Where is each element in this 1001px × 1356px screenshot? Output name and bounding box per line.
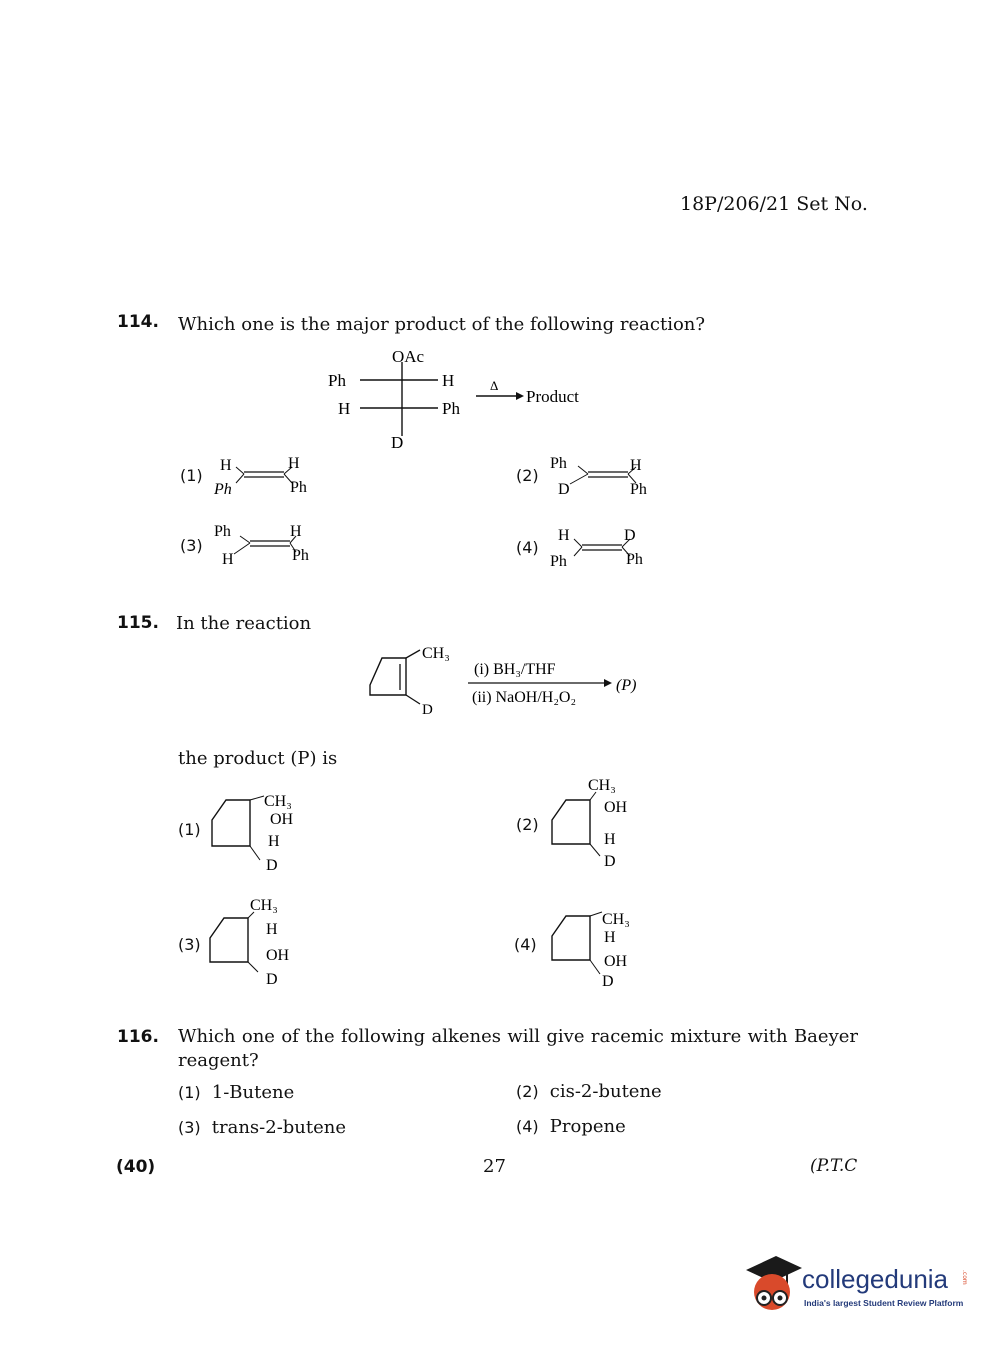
question-115-text: In the reaction bbox=[176, 613, 312, 634]
q116-option-1-number: (1) bbox=[178, 1083, 201, 1102]
svg-text:H: H bbox=[220, 457, 232, 474]
svg-text:H: H bbox=[630, 457, 642, 474]
fischer-right1: H bbox=[442, 371, 455, 390]
set-number: 18P/206/21 Set No. bbox=[680, 193, 868, 215]
svg-text:CH₃: CH₃ bbox=[264, 793, 292, 810]
q116-option-2[interactable] bbox=[516, 1081, 662, 1102]
reaction-product-label: Product bbox=[526, 387, 579, 406]
q114-option-4-alkene[interactable] bbox=[548, 522, 668, 572]
svg-text:H: H bbox=[604, 929, 616, 946]
svg-text:Ph: Ph bbox=[214, 523, 231, 540]
svg-text:OH: OH bbox=[604, 953, 628, 970]
svg-text:H: H bbox=[222, 551, 234, 568]
q115-option-2-structure[interactable] bbox=[546, 770, 656, 870]
fischer-left1: Ph bbox=[328, 371, 346, 390]
svg-text:OH: OH bbox=[604, 799, 628, 816]
q115-option-4-structure[interactable] bbox=[546, 900, 656, 995]
q116-option-1[interactable] bbox=[178, 1082, 294, 1103]
q114-fischer-reaction bbox=[320, 340, 620, 460]
svg-text:H: H bbox=[290, 523, 302, 540]
fischer-right2: Ph bbox=[442, 399, 460, 418]
q115-option-1-structure[interactable] bbox=[210, 788, 320, 878]
svg-text:H: H bbox=[558, 527, 570, 544]
q116-option-4-label: Propene bbox=[549, 1116, 626, 1137]
logo-name: collegedunia bbox=[802, 1264, 949, 1294]
q116-option-2-number: (2) bbox=[516, 1082, 539, 1101]
logo-com: .com bbox=[961, 1270, 968, 1285]
q114-option-1-alkene[interactable] bbox=[210, 450, 330, 500]
page-number: 27 bbox=[483, 1156, 506, 1177]
q115-option-2-number[interactable]: (2) bbox=[516, 815, 539, 834]
q114-option-3-alkene[interactable] bbox=[212, 518, 332, 568]
svg-text:OH: OH bbox=[266, 947, 290, 964]
question-114-number: 114. bbox=[117, 312, 159, 332]
svg-text:D: D bbox=[558, 481, 570, 498]
q114-option-3-number[interactable]: (3) bbox=[180, 536, 203, 555]
svg-text:D: D bbox=[266, 857, 278, 874]
q116-option-4-number: (4) bbox=[516, 1117, 539, 1136]
q116-option-1-label: 1-Butene bbox=[211, 1082, 295, 1103]
q115-d: D bbox=[422, 702, 433, 718]
svg-text:Ph: Ph bbox=[630, 481, 647, 498]
svg-text:Ph: Ph bbox=[290, 479, 307, 496]
svg-text:Ph: Ph bbox=[214, 481, 232, 498]
q114-option-2-number[interactable]: (2) bbox=[516, 466, 539, 485]
collegedunia-logo[interactable] bbox=[742, 1252, 972, 1322]
svg-text:Ph: Ph bbox=[550, 455, 567, 472]
q116-option-3-number: (3) bbox=[178, 1118, 201, 1137]
svg-text:D: D bbox=[602, 973, 614, 990]
svg-text:H: H bbox=[266, 921, 278, 938]
logo-mascot-icon bbox=[742, 1252, 804, 1318]
q115-option-3-number[interactable]: (3) bbox=[178, 935, 201, 954]
q115-product-p: (P) bbox=[616, 677, 637, 694]
svg-text:Ph: Ph bbox=[292, 547, 309, 564]
svg-text:OH: OH bbox=[270, 811, 294, 828]
svg-text:H: H bbox=[604, 831, 616, 848]
svg-text:D: D bbox=[266, 971, 278, 988]
heat-arrow-label: Δ bbox=[490, 378, 499, 393]
q115-product-text: the product (P) is bbox=[178, 748, 338, 769]
question-116-number: 116. bbox=[117, 1027, 159, 1047]
q116-option-3[interactable] bbox=[178, 1117, 346, 1138]
q115-reagent-top: (i) BH₃/THF bbox=[474, 661, 556, 678]
footer-left: (40) bbox=[116, 1157, 156, 1177]
q115-option-1-number[interactable]: (1) bbox=[178, 820, 201, 839]
q116-option-2-label: cis-2-butene bbox=[549, 1081, 662, 1102]
fischer-left2: H bbox=[338, 399, 351, 418]
q115-reagent-bottom: (ii) NaOH/H₂O₂ bbox=[472, 689, 577, 706]
svg-text:CH₃: CH₃ bbox=[588, 777, 616, 794]
svg-text:D: D bbox=[604, 853, 616, 870]
fischer-bottom: D bbox=[391, 433, 404, 452]
q116-option-4[interactable] bbox=[516, 1116, 626, 1137]
fischer-top: OAc bbox=[392, 347, 425, 366]
svg-text:CH₃: CH₃ bbox=[602, 911, 630, 928]
svg-text:Ph: Ph bbox=[626, 551, 643, 568]
q115-option-3-structure[interactable] bbox=[208, 890, 318, 990]
q115-option-4-number[interactable]: (4) bbox=[514, 935, 537, 954]
question-114-text: Which one is the major product of the following reaction? bbox=[178, 314, 706, 335]
q115-reaction bbox=[360, 640, 660, 720]
q116-option-3-label: trans-2-butene bbox=[211, 1117, 347, 1138]
question-115-number: 115. bbox=[117, 613, 159, 633]
logo-tagline: India's largest Student Review Platform bbox=[804, 1298, 964, 1308]
svg-text:H: H bbox=[288, 455, 300, 472]
svg-text:H: H bbox=[268, 833, 280, 850]
svg-text:CH₃: CH₃ bbox=[250, 897, 278, 914]
svg-text:D: D bbox=[624, 527, 636, 544]
q115-ch3: CH₃ bbox=[422, 645, 450, 662]
svg-text:Ph: Ph bbox=[550, 553, 567, 570]
question-116-text: Which one of the following alkenes will give racemic mixture with Baeyer reagent? bbox=[178, 1026, 858, 1071]
q114-option-4-number[interactable]: (4) bbox=[516, 538, 539, 557]
q114-option-2-alkene[interactable] bbox=[548, 450, 668, 500]
q114-option-1-number[interactable]: (1) bbox=[180, 466, 203, 485]
footer-ptc: (P.T.C bbox=[810, 1156, 858, 1176]
